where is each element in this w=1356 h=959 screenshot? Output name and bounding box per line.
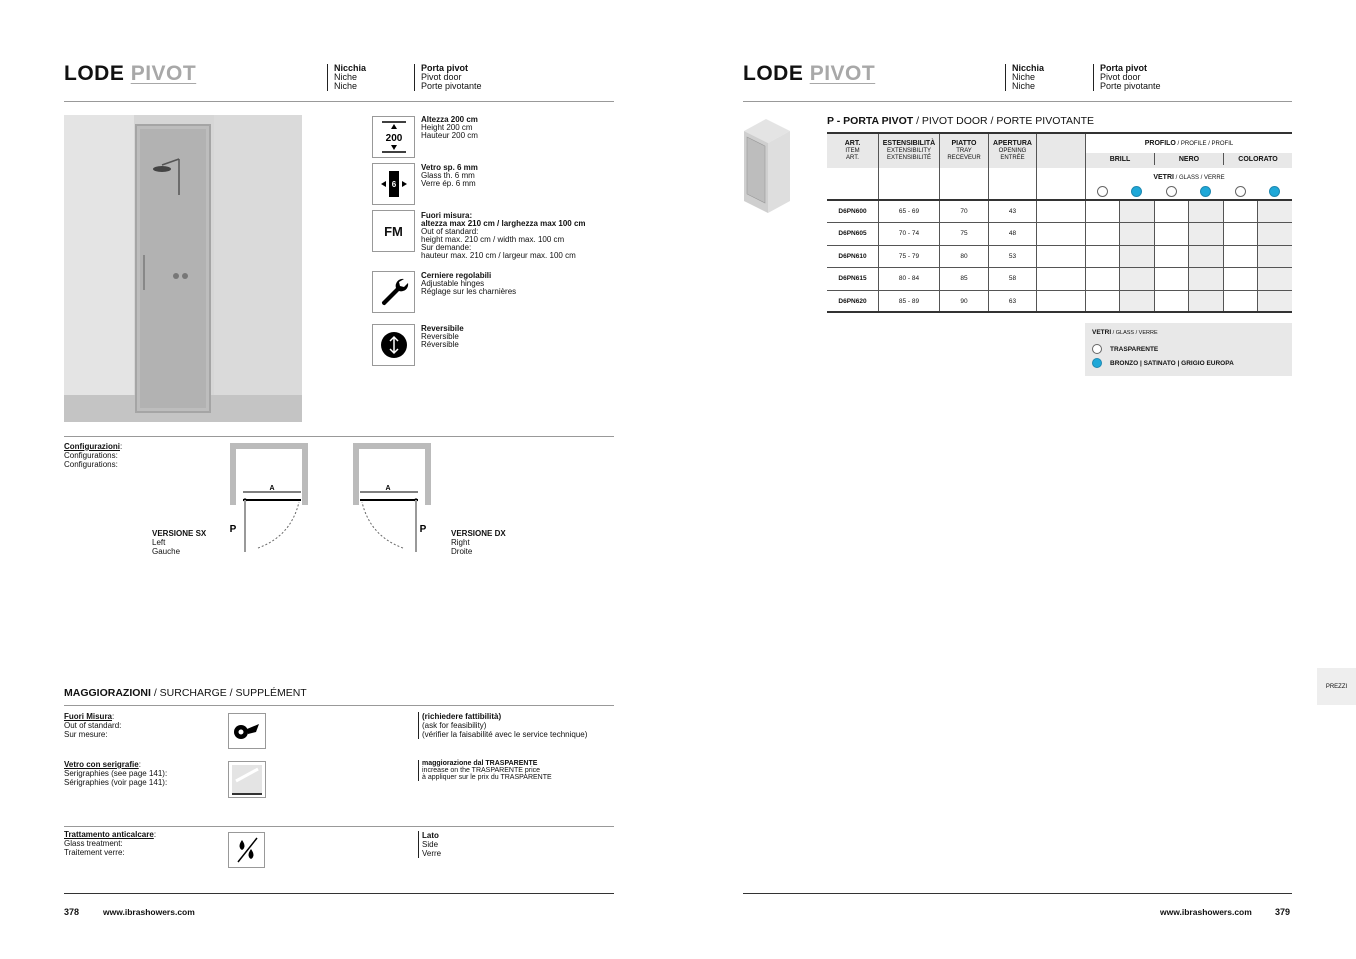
feature-height: Altezza 200 cm Height 200 cm Hauteur 200 cm [421, 115, 478, 140]
table-row: D6PN605 70 - 74 75 48 [827, 223, 1292, 246]
col-header-art: ART. ITEM ART. [844, 140, 861, 161]
profile-header: PROFILO / PROFILE / PROFIL [1144, 140, 1234, 147]
glass-legend [1085, 323, 1292, 376]
config-dx-diagram [348, 440, 438, 555]
page-number: 378 [64, 907, 80, 917]
footer-divider [743, 893, 1292, 894]
feature-reversible: Reversibile Reversible Réversible [421, 324, 464, 349]
glass-clear-dot [1235, 186, 1246, 197]
right-header-niche: Nicchia Niche Niche [1005, 64, 1044, 91]
glass-thickness-icon [372, 163, 415, 205]
website-link[interactable]: www.ibrashowers.com [103, 907, 195, 917]
left-header-niche: Nicchia Niche Niche [327, 64, 366, 91]
shower-render-image [64, 115, 302, 422]
serigraphy-glass-icon [228, 761, 266, 798]
table-row: D6PN615 80 - 84 85 58 [827, 268, 1292, 291]
surcharge-row-label: Fuori Misura: Out of standard: Sur mesure: [64, 712, 122, 739]
right-header-door-type: Porta pivot Pivot door Porte pivotante [1093, 64, 1161, 91]
svg-text:A: A [269, 485, 275, 492]
left-header-door-type: Porta pivot Pivot door Porte pivotante [414, 64, 482, 91]
col-header-extensibility: ESTENSIBILITÀ EXTENSIBILITY EXTENSIBILITÉ [882, 140, 936, 161]
divider [64, 436, 614, 437]
glass-tinted-dot [1200, 186, 1211, 197]
out-of-standard-icon [228, 713, 266, 749]
left-page-title [64, 62, 196, 86]
page-number: 379 [1275, 907, 1291, 917]
glass-clear-dot [1097, 186, 1108, 197]
legend-item-clear: TRASPARENTE [1110, 346, 1159, 353]
website-link[interactable]: www.ibrashowers.com [1160, 907, 1252, 917]
reversible-icon [372, 324, 415, 366]
title-main: LODE [64, 62, 125, 85]
title-accent: PIVOT [809, 62, 876, 85]
feature-out-of-standard: Fuori misura: altezza max 210 cm / larghezza max 100 cm Out of standard: height max. 210 cm / width max. 100 cm Sur demande: hauteur max. 210 cm / largeur max. 100 cm [421, 211, 586, 260]
divider [743, 101, 1292, 102]
wrench-icon [372, 271, 415, 313]
table-row: D6PN620 85 - 89 90 63 [827, 291, 1292, 313]
spec-table [827, 132, 1292, 311]
col-header-opening: APERTURA OPENING ENTRÉE [993, 140, 1032, 161]
footer-divider [64, 893, 614, 894]
product-photo [64, 115, 302, 422]
divider [64, 705, 614, 706]
height-200-icon [372, 116, 415, 158]
right-page-title [743, 62, 875, 86]
legend-clear-dot [1092, 344, 1102, 354]
product-thumbnail [742, 117, 792, 215]
table-row: D6PN600 65 - 69 70 43 [827, 201, 1292, 223]
fm-icon: FM [372, 210, 415, 252]
surcharge-row-note: maggiorazione dal TRASPARENTE increase on the TRASPARENTE price à appliquer sur le prix du TRASPARENTE [418, 760, 552, 781]
svg-text:P: P [419, 524, 427, 535]
glass-clear-dot [1166, 186, 1177, 197]
surcharge-row-note: (richiedere fattibilità) (ask for feasibility) (vérifier la faisabilité avec le service technique) [418, 712, 587, 739]
profile-brill: BRILL [1109, 156, 1131, 163]
surcharge-row-label: Vetro con serigrafie: Serigraphies (see page 141): Sérigraphies (voir page 141): [64, 760, 168, 787]
glass-tinted-dot [1269, 186, 1280, 197]
title-accent: PIVOT [130, 62, 197, 85]
legend-tinted-dot [1092, 358, 1102, 368]
legend-title: VETRI / GLASS / VERRE [1092, 329, 1158, 336]
glass-dots-row [1086, 186, 1292, 199]
profile-nero: NERO [1178, 156, 1200, 163]
config-sx-diagram [225, 440, 315, 555]
svg-text:200: 200 [385, 133, 402, 144]
anticalc-treatment-icon [228, 832, 265, 868]
version-sx-label: VERSIONE SX Left Gauche [152, 529, 207, 556]
surcharge-row-note: Lato Side Verre [418, 831, 441, 858]
glass-tinted-dot [1131, 186, 1142, 197]
svg-text:P: P [229, 524, 237, 535]
svg-text:6: 6 [391, 180, 396, 189]
title-main: LODE [743, 62, 804, 85]
feature-glass: Vetro sp. 6 mm Glass th. 6 mm Verre ép. 6 mm [421, 163, 478, 188]
profile-colorato: COLORATO [1238, 156, 1278, 163]
divider [64, 826, 614, 827]
divider [64, 101, 614, 102]
feature-hinges: Cerniere regolabili Adjustable hinges Réglage sur les charnières [421, 271, 517, 296]
svg-text:A: A [385, 485, 391, 492]
version-dx-label: VERSIONE DX Right Droite [451, 529, 506, 556]
config-label: Configurazioni: Configurations: Configurations: [64, 442, 123, 469]
legend-item-tinted: BRONZO | SATINATO | GRIGIO EUROPA [1110, 360, 1234, 367]
product-heading: P - PORTA PIVOT / PIVOT DOOR / PORTE PIVOTANTE [827, 115, 1095, 127]
table-row: D6PN610 75 - 79 80 53 [827, 246, 1292, 268]
glass-header: VETRI / GLASS / VERRE [1153, 174, 1225, 181]
prezzi-side-tab[interactable]: PREZZI [1317, 668, 1356, 705]
col-header-tray: PIATTO TRAY RECEVEUR [947, 140, 981, 161]
surcharge-row-label: Trattamento anticalcare: Glass treatment: Traitement verre: [64, 830, 157, 857]
surcharge-heading: MAGGIORAZIONI / SURCHARGE / SUPPLÉMENT [64, 687, 307, 699]
